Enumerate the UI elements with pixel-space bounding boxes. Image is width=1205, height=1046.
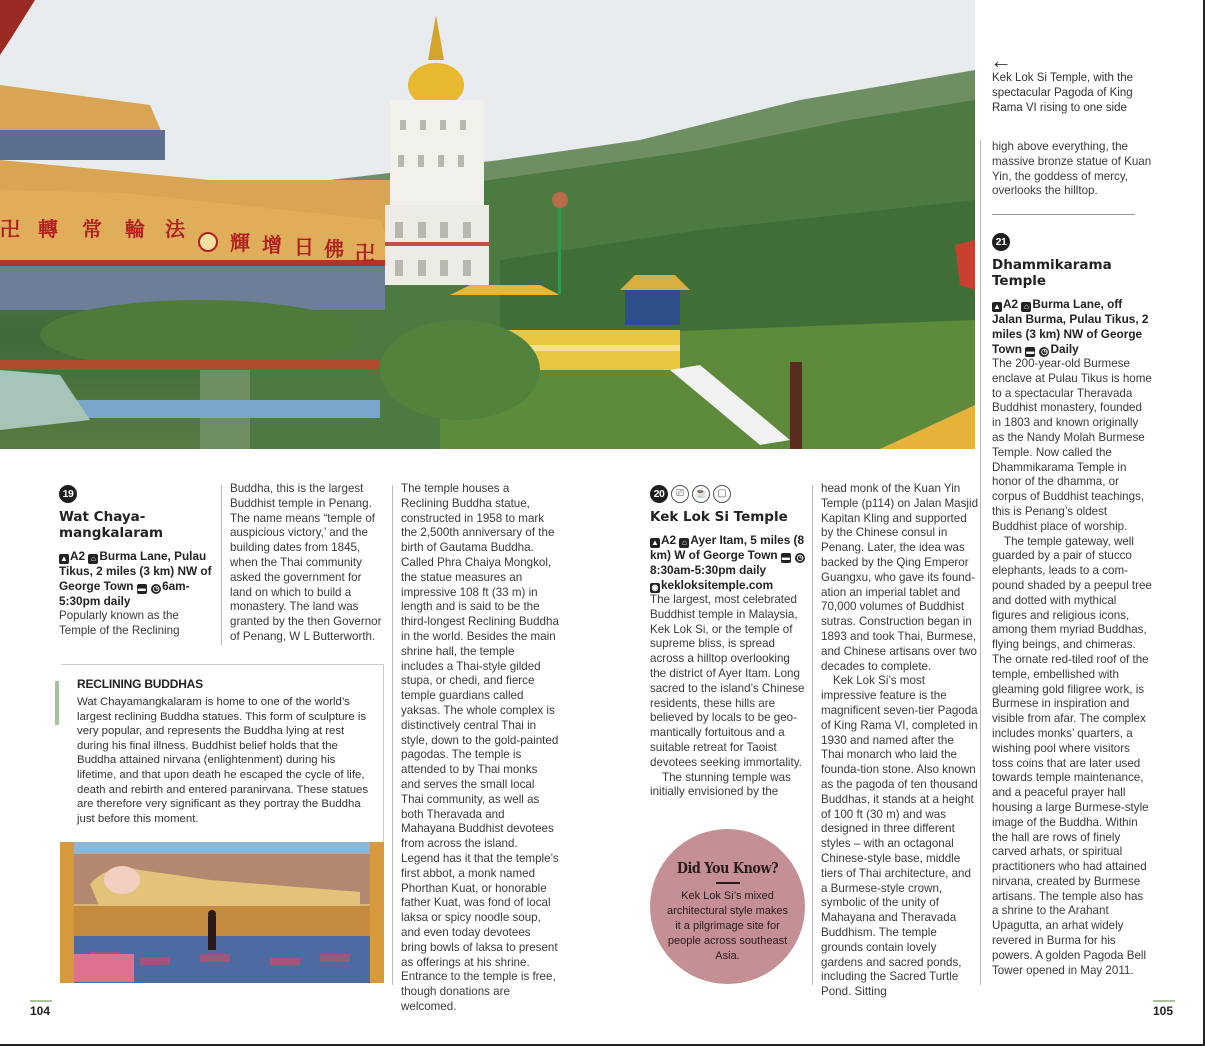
svg-text:常: 常 xyxy=(82,217,102,241)
hero-photo-kek-lok-si xyxy=(0,0,975,449)
column-rule xyxy=(221,485,222,645)
address-icon: ⌂ xyxy=(679,538,689,548)
hours: Daily xyxy=(1050,342,1079,356)
sight-number-badge: 21 xyxy=(992,233,1010,251)
reclining-buddhas-boxout xyxy=(61,664,384,842)
svg-text:輝: 輝 xyxy=(230,231,250,255)
photo-caption: Kek Lok Si Temple, with the spectacular Pagoda of King Rama VI rising to one side xyxy=(992,72,1134,114)
svg-text:法: 法 xyxy=(165,217,185,241)
sight-title: Dhammikarama Temple xyxy=(992,257,1112,289)
bus-icon: ▬ xyxy=(137,584,146,593)
sight-19 xyxy=(59,485,217,639)
sight-info xyxy=(992,297,1152,357)
boxout-accent-bar xyxy=(55,681,59,725)
hours: 6am-5:30pm daily xyxy=(59,579,190,608)
page-number-accent xyxy=(1153,1000,1175,1002)
sight-info xyxy=(59,549,217,609)
sight-19-body-col3 xyxy=(401,482,559,1015)
map-grid-icon: ▲ xyxy=(651,538,659,547)
sight-21 xyxy=(992,233,1152,978)
column-rule xyxy=(980,140,981,985)
sight-number-badge: 20 xyxy=(650,485,668,503)
sight-19-body-col2 xyxy=(230,482,385,645)
clock-icon: ◷ xyxy=(152,584,160,593)
boxout-title: RECLINING BUDDHAS xyxy=(77,677,203,691)
hours: 8:30am-5:30pm daily xyxy=(650,563,767,577)
did-you-know-title: Did You Know? xyxy=(676,859,779,877)
clock-icon: ◷ xyxy=(1040,347,1048,356)
sight-20-body-p1: The largest, most celebrated Buddhist temple in Malaysia, Kek Lok Si, or the temple of supreme bliss, is spread across a hilltop overlooking the district of Ayer Itam. Long sacred to the island’s Chinese residents, these hills are believed by locals to be geo-mantically fortuitous and a suitable retreat for Taoist devotees seeking immortality. xyxy=(650,593,805,769)
page-number-left: 104 xyxy=(30,1004,51,1018)
caption-arrow-left-icon: ← xyxy=(990,48,1012,73)
reclining-buddha-photo xyxy=(60,842,384,983)
address: Ayer Itam, 5 miles (8 km) W of George Town xyxy=(650,533,805,562)
column-rule xyxy=(392,485,393,985)
boxout-text: Wat Chayamangkalaram is home to one of the world’s largest reclining Buddha statues. This form of sculpture is very popular, and represents the Buddha lying at rest during his final illness. Buddhist belief holds that the Buddha attained nirvana (enlightenment) during his lifetime, and that upon death he escaped the cycle of life, death and rebirth and entered paranirvana. These statues are therefore very significant as they portray the Buddha just before this moment. xyxy=(77,696,369,825)
sight-20-body-col3 xyxy=(992,140,1152,199)
svg-text:輪: 輪 xyxy=(125,217,145,241)
sight-number-row xyxy=(992,233,1152,251)
address-icon: ⌂ xyxy=(88,554,98,564)
svg-text:增: 增 xyxy=(262,233,282,257)
svg-text:日: 日 xyxy=(294,235,314,259)
svg-text:卍: 卍 xyxy=(0,217,20,241)
website-link[interactable]: kekloksitemple.com xyxy=(661,578,774,592)
hero-illustration xyxy=(0,0,975,449)
sight-info xyxy=(650,533,808,593)
page-number-accent xyxy=(30,1000,52,1002)
sight-title: Wat Chaya-mangkalaram xyxy=(59,509,164,541)
bus-icon: ▬ xyxy=(1026,347,1035,356)
address-icon: ⌂ xyxy=(1021,302,1031,312)
sight-19-body-text: The temple houses a Reclining Buddha statue, constructed in 1958 to mark the 2,500th anniversary of the birth of Gautama Buddha. Called Phra Chaiya Mongkol, the statue measures an impressive 108 ft (33 m) in length and is said to be the third-longest Reclining Buddha in the world. Besides the main shrine hall, the temple includes a Thai-style gilded stupa, or chedi, and fierce temple guardians called yaksas. The whole complex is distinctively central Thai in style, down to the gold-painted pagodas. The temple is attended to by Thai monks and serves the small local Thai community, as well as both Theravada and Mahayana Buddhist devotees from across the island. Legend has it that the temple’s first abbot, a monk named Phorthan Kuat, or honorable father Kuat, was fond of local laksa or spicy noodle soup, and even today devotees bring bowls of laksa to present as offerings at his shrine. Entrance to the temple is free, though donations are welcomed. xyxy=(401,482,559,1013)
map-grid-icon: ▲ xyxy=(60,554,68,563)
grid-ref: A2 xyxy=(1003,297,1019,311)
sight-19-body-text: Buddha, this is the largest Buddhist temple in Penang. The name means “temple of auspicious victory,’ and the building dates from 1845, when the Thai community asked the government for land on which to build a monastery. The land was granted by the then Governor of Penang, W L Butterworth. xyxy=(230,482,382,643)
svg-text:卍: 卍 xyxy=(355,241,375,265)
reclining-buddha-illustration xyxy=(60,842,384,983)
sight-number-badge: 19 xyxy=(59,485,77,503)
column-rule xyxy=(812,485,813,985)
sight-20-body-p2: The stunning temple was initially envisioned by the xyxy=(650,770,791,799)
sight-number-row xyxy=(59,485,217,503)
shop-icon: ▢ xyxy=(713,485,731,503)
map-grid-icon: ▲ xyxy=(993,302,1001,311)
section-divider xyxy=(992,214,1135,215)
bus-icon: ▬ xyxy=(781,553,790,562)
sight-20-body-text: head monk of the Kuan Yin Temple (p114) on Jalan Masjid Kapitan Kling and supported by the Chinese consul in Penang. Later, the idea was backed by the Qing Emperor Guangxu, who gave its found-ation an imperial tablet and 70,000 volumes of Buddhist sutras. Construction began in 1893 and took Thai, Burmese, and Chinese artisans over two decades to complete. xyxy=(821,482,979,673)
grid-ref: A2 xyxy=(661,533,677,547)
page-number-right: 105 xyxy=(1153,1004,1174,1018)
clock-icon: ◷ xyxy=(796,553,804,562)
did-you-know-divider xyxy=(716,882,740,884)
sight-21-body-p1: The 200-year-old Burmese enclave at Pulau Tikus is home to a spectacular Theravada Buddhist monastery, founded in 1803 and known originally as the Nandy Molah Burmese Temple. Now called the Dhammikarama Temple in honor of the dhamma, or corpus of Buddhist teachings, this is Penang’s oldest Buddhist place of worship. xyxy=(992,357,1152,533)
ticket-icon: ⎚ xyxy=(671,485,689,503)
sight-20-body-text: high above everything, the massive bronze statue of Kuan Yin, the goddess of mercy, overlooks the hilltop. xyxy=(992,140,1152,198)
sight-19-body-col1: Popularly known as the Temple of the Reclining xyxy=(59,609,180,637)
svg-text:轉: 轉 xyxy=(38,217,58,241)
grid-ref: A2 xyxy=(70,549,86,563)
website-icon: ◉ xyxy=(651,583,659,592)
did-you-know-circle xyxy=(650,829,805,984)
sight-20-body-col2 xyxy=(821,482,979,1000)
cafe-icon: ☕ xyxy=(692,485,710,503)
sight-21-body-p2: The temple gateway, well guarded by a pair of stucco elephants, leads to a com-pound shaded by a peepul tree and dotted with mythical figures and religious icons, among them myriad Buddhas, flying beings, and chimeras. The ornate red-tiled roof of the temple, embellished with gleaming gold filigree work, is Burmese in inspiration and visible from afar. The complex includes monks’ quarters, a wishing pool where visitors toss coins that are later used towards temple maintenance, and a peaceful prayer hall housing a large Burmese-style image of the Buddha. Within the hall are rows of finely carved arhats, or spiritual practitioners who had attained nirvana, created by Burmese artisans. The temple also has a shrine to the Arahant Upagutta, an arhat widely revered in Burma for his powers. A golden Pagoda Bell Tower opened in May 2011. xyxy=(992,534,1152,977)
svg-text:佛: 佛 xyxy=(324,237,344,261)
sight-title: Kek Lok Si Temple xyxy=(650,509,788,525)
sight-20-body-text: Kek Lok Si’s most impressive feature is the magnificent seven-tier Pagoda of King Rama VI, completed in 1930 and named after the Thai monarch who laid the founda-tion stone. Also known as the pagoda of ten thousand Buddhas, it stands at a height of 100 ft (30 m) and was designed in three different styles – with an octagonal Chinese-style base, middle tiers of Thai architecture, and a Burmese-style crown, symbolic of the unity of Mahayana and Theravada Buddhism. The temple grounds contain lovely gardens and sacred ponds, including the Sacred Turtle Pond. Sitting xyxy=(821,674,978,999)
address: Burma Lane, off Jalan Burma, Pulau Tikus, 2 miles (3 km) NW of George Town xyxy=(992,297,1149,356)
address: Burma Lane, Pulau Tikus, 2 miles (3 km) NW of George Town xyxy=(59,549,212,593)
did-you-know-text: Kek Lok Si’s mixed architectural style makes it a pilgrimage site for people across southeast Asia. xyxy=(666,889,789,962)
sight-20 xyxy=(650,485,808,800)
sight-number-row xyxy=(650,485,808,503)
